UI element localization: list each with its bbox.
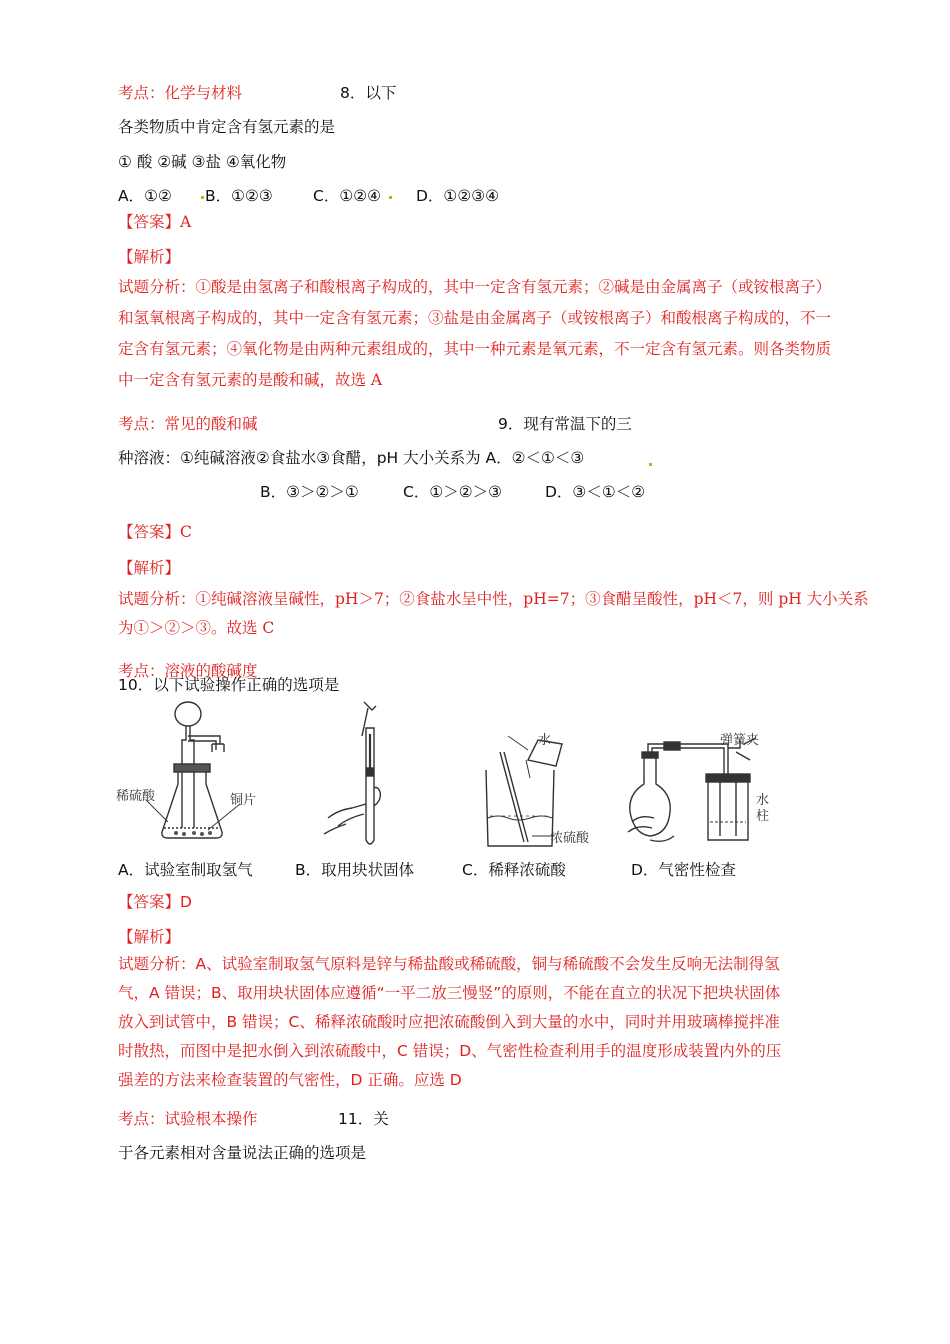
figure-a-copper-label: 铜片 <box>230 793 257 808</box>
q10-analysis-line: 放入到试管中，B 错误；C、稀释浓硫酸时应把浓硫酸倒入到大量的水中，同时并用玻璃棒搅拌准 <box>118 1013 780 1031</box>
q9-answer: 【答案】C <box>118 523 192 541</box>
q10-answer: 【答案】D <box>118 893 192 911</box>
q8-analysis <box>118 272 908 396</box>
q8-answer: 【答案】A <box>118 213 192 231</box>
q8-items: ① 酸 ②碱 ③盐 ④氧化物 <box>118 153 287 171</box>
figure-d-clip-label: 弹簧夹 <box>720 733 760 748</box>
q10-option-c: C．稀释浓硫酸 <box>462 861 566 879</box>
q8-option-d: D．①②③④ <box>416 187 500 205</box>
q10-analysis-line: 强差的方法来检查装置的气密性，D 正确。应选 D <box>118 1071 462 1089</box>
q8-jiexi: 【解析】 <box>118 248 181 266</box>
q9-option-b: B．③＞②＞① <box>260 483 359 501</box>
q10-jiexi: 【解析】 <box>118 928 181 946</box>
q9-analysis-line: 试题分析：①纯碱溶液呈碱性，pH＞7；②食盐水呈中性，pH=7；③食醋呈酸性，pH＜7，则 pH 大小关系 <box>118 590 869 608</box>
figure-d-airtightness-check <box>624 700 784 850</box>
q9-option-d: D．③＜①＜② <box>545 483 646 501</box>
q8-analysis-line: 试题分析：①酸是由氢离子和酸根离子构成的，其中一定含有氢元素；②碱是由金属离子（或铵根离子） <box>118 278 832 296</box>
q8-option-b: B．①②③ <box>205 187 273 205</box>
q10-analysis-line: 气，A 错误；B、取用块状固体应遵循“一平二放三慢竖”的原则，不能在直立的状况下把块状固体 <box>118 984 781 1002</box>
figure-c-water-label: 水 <box>538 733 552 748</box>
q9-jiexi: 【解析】 <box>118 559 181 577</box>
yellow-dot-mark <box>201 196 204 199</box>
yellow-dot-mark <box>389 196 392 199</box>
q10-option-b: B．取用块状固体 <box>295 861 415 879</box>
q8-analysis-line: 和氢氧根离子构成的，其中一定含有氢元素；③盐是由金属离子（或铵根离子）和酸根离子构成的，不一 <box>118 309 832 327</box>
figure-a-acid-label: 稀硫酸 <box>116 789 156 804</box>
figure-b-solid-transfer <box>318 700 408 850</box>
q8-option-c: C．①②④ <box>313 187 382 205</box>
figure-d-column-label-2: 柱 <box>756 809 770 824</box>
kaodian-acid-base: 考点：常见的酸和碱 <box>118 415 258 433</box>
q8-analysis-line: 中一定含有氢元素的是酸和碱，故选 A <box>118 371 383 389</box>
figure-a-hydrogen-apparatus <box>112 700 272 850</box>
yellow-dot-mark <box>649 463 652 466</box>
kaodian-ph: 考点：溶液的酸碱度 <box>118 662 258 680</box>
kaodian-basic-operations: 考点：试验根本操作 <box>118 1110 258 1128</box>
q10-stem: 10．以下试验操作正确的选项是 <box>118 676 340 694</box>
q10-option-d: D．气密性检查 <box>631 861 736 879</box>
q8-number: 8．以下 <box>340 84 397 102</box>
q8-option-a: A．①② <box>118 187 172 205</box>
q10-analysis-line: 试题分析：A、试验室制取氢气原料是锌与稀盐酸或稀硫酸，铜与稀硫酸不会发生反响无法制得氢 <box>118 955 780 973</box>
q10-analysis <box>118 950 908 1095</box>
q9-analysis <box>118 585 908 643</box>
q8-stem: 各类物质中肯定含有氢元素的是 <box>118 118 336 136</box>
figure-c-acid-label: 浓硫酸 <box>550 831 590 846</box>
q11-number: 11．关 <box>338 1110 389 1128</box>
q10-option-a: A．试验室制取氢气 <box>118 861 253 879</box>
kaodian-materials: 考点：化学与材料 <box>118 84 243 102</box>
q9-analysis-line: 为①＞②＞③。故选 C <box>118 619 275 637</box>
figure-c-acid-dilution <box>478 700 608 850</box>
q9-stem: 种溶液：①纯碱溶液②食盐水③食醋，pH 大小关系为 A．②＜①＜③ <box>118 449 585 467</box>
q11-stem: 于各元素相对含量说法正确的选项是 <box>118 1144 367 1162</box>
figure-d-column-label-1: 水 <box>756 793 770 808</box>
q9-number: 9．现有常温下的三 <box>498 415 632 433</box>
q9-option-c: C．①＞②＞③ <box>403 483 503 501</box>
q8-analysis-line: 定含有氢元素；④氧化物是由两种元素组成的，其中一种元素是氧元素，不一定含有氢元素。则各类物质 <box>118 340 832 358</box>
q10-analysis-line: 时散热，而图中是把水倒入到浓硫酸中，C 错误；D、气密性检查利用手的温度形成装置内外的压 <box>118 1042 782 1060</box>
